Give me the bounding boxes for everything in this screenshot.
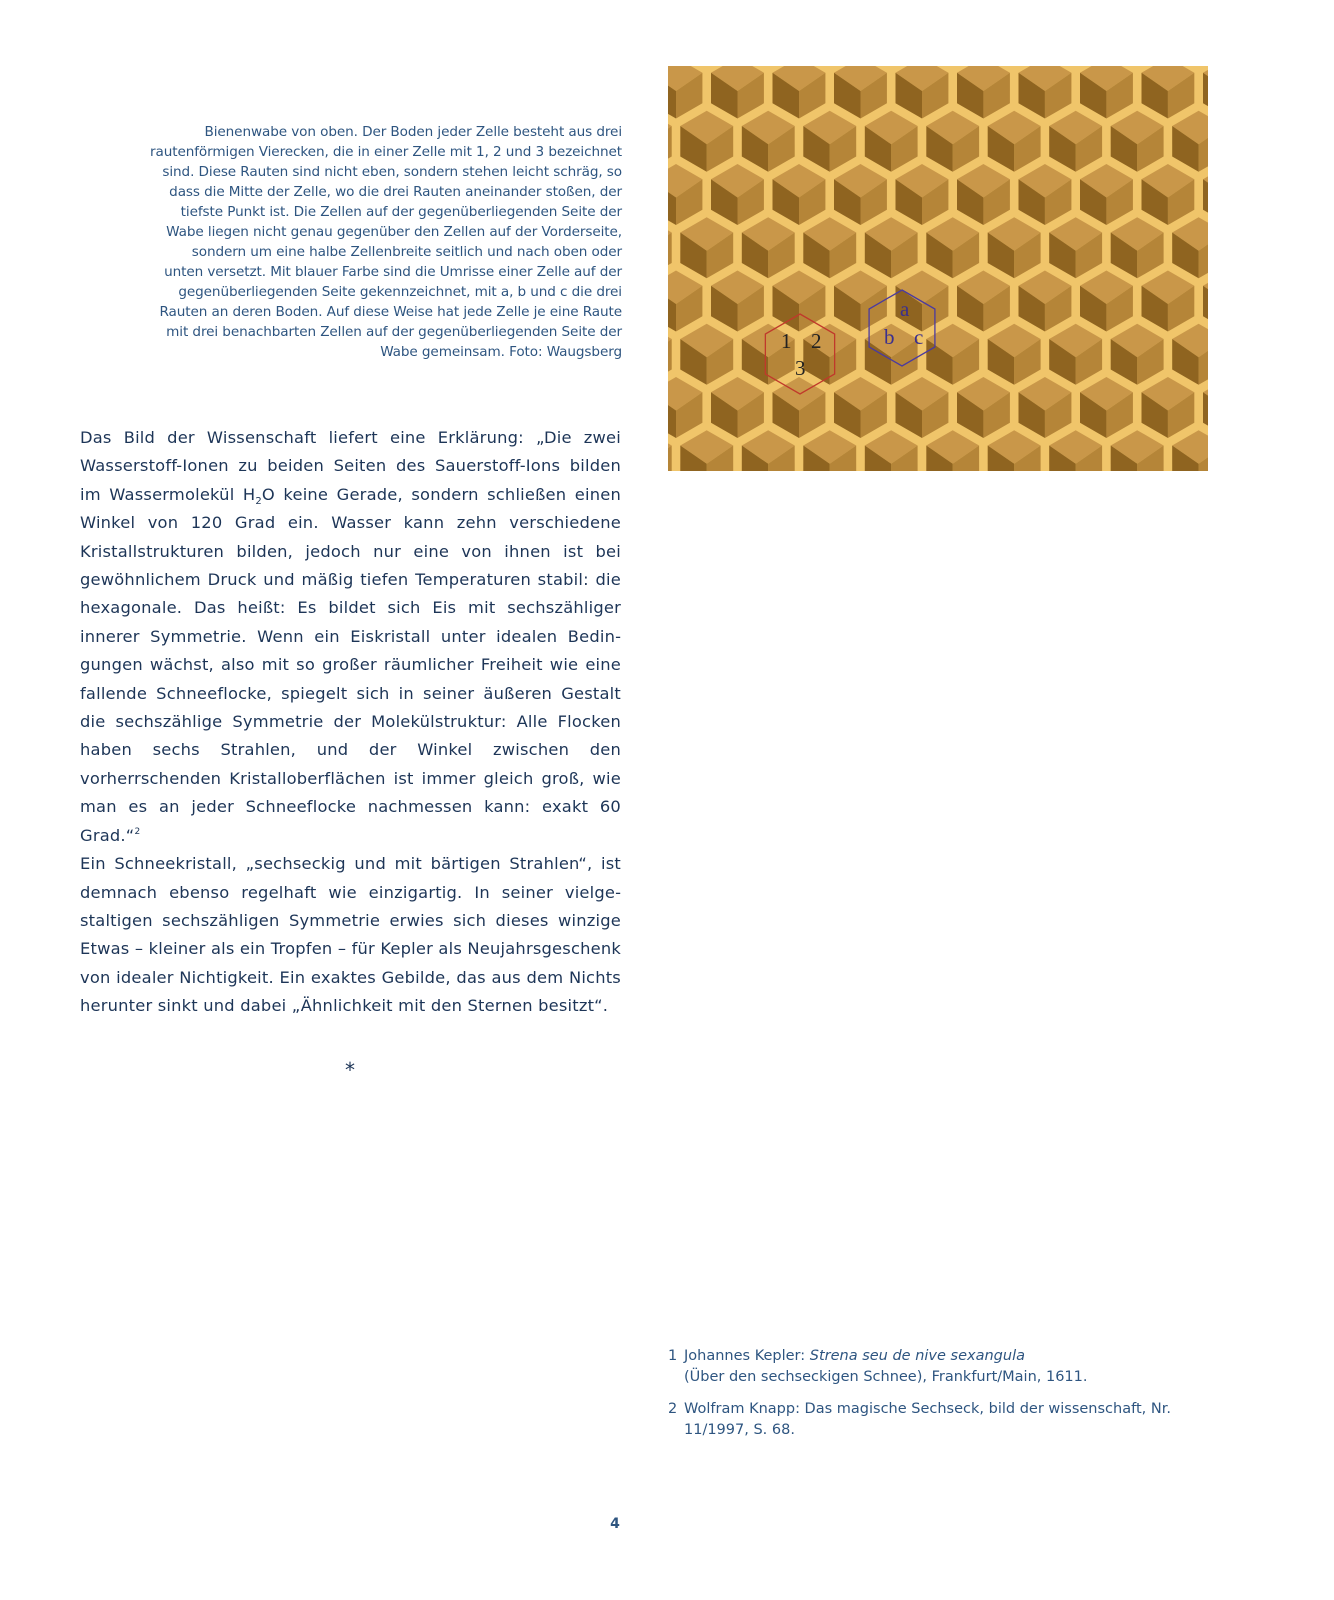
caption-line: unten versetzt. Mit blauer Farbe sind die Umrisse einer Zelle auf der — [164, 264, 622, 280]
footnote-number: 2 — [668, 1401, 678, 1417]
caption-line: rautenförmigen Vierecken, die in einer Zelle mit 1, 2 und 3 bezeichnet — [149, 144, 622, 160]
label-2: 2 — [811, 329, 822, 353]
label-1: 1 — [781, 329, 792, 353]
footnote-rest: (Über den sechseckigen Schnee), Frankfurt/Main, 1611. — [684, 1368, 1088, 1385]
footnotes — [668, 1346, 1188, 1452]
footnote-title: Strena seu de nive sexangula — [809, 1348, 1025, 1364]
caption-line: Wabe gemeinsam. Foto: Waugsberg — [380, 344, 622, 360]
page-number: 4 — [610, 1516, 620, 1532]
paragraph-1-part-a: Das Bild der Wissenschaft liefert eine Erklärung: „Die zwei Wasserstoff-Ionen zu beiden Seiten des Sauerstoff-Ions bilden im Wassermolekül H — [80, 428, 621, 504]
label-3: 3 — [795, 356, 806, 380]
caption-line: Bienenwabe von oben. Der Boden jeder Zelle besteht aus drei — [204, 124, 622, 140]
section-separator: * — [345, 1058, 355, 1082]
paragraph-1-part-b: O keine Gerade, sondern schließen einen Winkel von 120 Grad ein. Wasser kann zehn verschiedene Kristallstrukturen bilden, jedoch nur eine von ihnen ist bei gewöhnlichem Druck und mäßig tiefen Temperaturen stabil: die hexagonale. Das heißt: Es bildet sich Eis mit sechszähliger innerer Symmetrie. Wenn ein Eiskristall unter idealen Bedingungen wächst, also mit so großer räumlicher Freiheit wie eine fallende Schneeflocke, spiegelt sich in seiner äußeren Gestalt die sechszählige Symmetrie der Molekülstruktur: Alle Flocken haben sechs Strahlen, und der Winkel zwischen den vorherrschenden Kristalloberflächen ist immer gleich groß, wie man es an jeder Schneeflocke nachmessen kann: exakt 60 Grad.“ — [80, 484, 621, 845]
main-text — [80, 424, 621, 1021]
label-b: b — [884, 325, 895, 349]
paragraph-1 — [80, 424, 621, 850]
caption-line: mit drei benachbarten Zellen auf der gegenüberliegenden Seite der — [166, 324, 622, 340]
footnote-ref: 2 — [134, 826, 141, 837]
label-a: a — [900, 297, 910, 321]
honeycomb-illustration — [668, 66, 1208, 471]
caption-line: tiefste Punkt ist. Die Zellen auf der gegenüberliegenden Seite der — [180, 204, 622, 220]
label-c: c — [914, 325, 924, 349]
cell-rhombus — [668, 446, 672, 472]
figure-caption — [110, 122, 622, 362]
footnote-author: Johannes Kepler: — [684, 1348, 810, 1364]
caption-line: dass die Mitte der Zelle, wo die drei Rauten aneinander stoßen, der — [169, 184, 622, 200]
caption-line: sind. Diese Rauten sind nicht eben, sondern stehen leicht schräg, so — [162, 164, 622, 180]
footnote-text: Wolfram Knapp: Das magische Sechseck, bild der wissenschaft, Nr. 11/1997, S. 68. — [684, 1401, 1171, 1438]
caption-line: sondern um eine halbe Zellenbreite seitlich und nach oben oder — [191, 244, 622, 260]
honeycomb-photo — [668, 66, 1208, 471]
footnote-number: 1 — [668, 1348, 678, 1364]
caption-line: gegenüberliegenden Seite gekennzeichnet, mit a, b und c die drei — [178, 284, 622, 300]
paragraph-2: Ein Schneekristall, „sechseckig und mit bärtigen Strahlen“, ist demnach ebenso regelhaft wie einzigartig. In seiner vielgestaltigen sechszähligen Symmetrie erwies sich dieses winzige Etwas – kleiner als ein Tropfen – für Kepler als Neujahrsgeschenk von idealer Nichtigkeit. Ein exaktes Gebilde, das aus dem Nichts herunter sinkt und dabei „Ähnlichkeit mit den Sternen besitzt“. — [80, 854, 621, 1016]
subscript: 2 — [255, 495, 262, 507]
caption-line: Rauten an deren Boden. Auf diese Weise hat jede Zelle je eine Raute — [159, 304, 622, 320]
footnote-2 — [668, 1399, 1188, 1440]
footnote-1 — [668, 1346, 1188, 1387]
caption-line: Wabe liegen nicht genau gegenüber den Zellen auf der Vorderseite, — [166, 224, 622, 240]
